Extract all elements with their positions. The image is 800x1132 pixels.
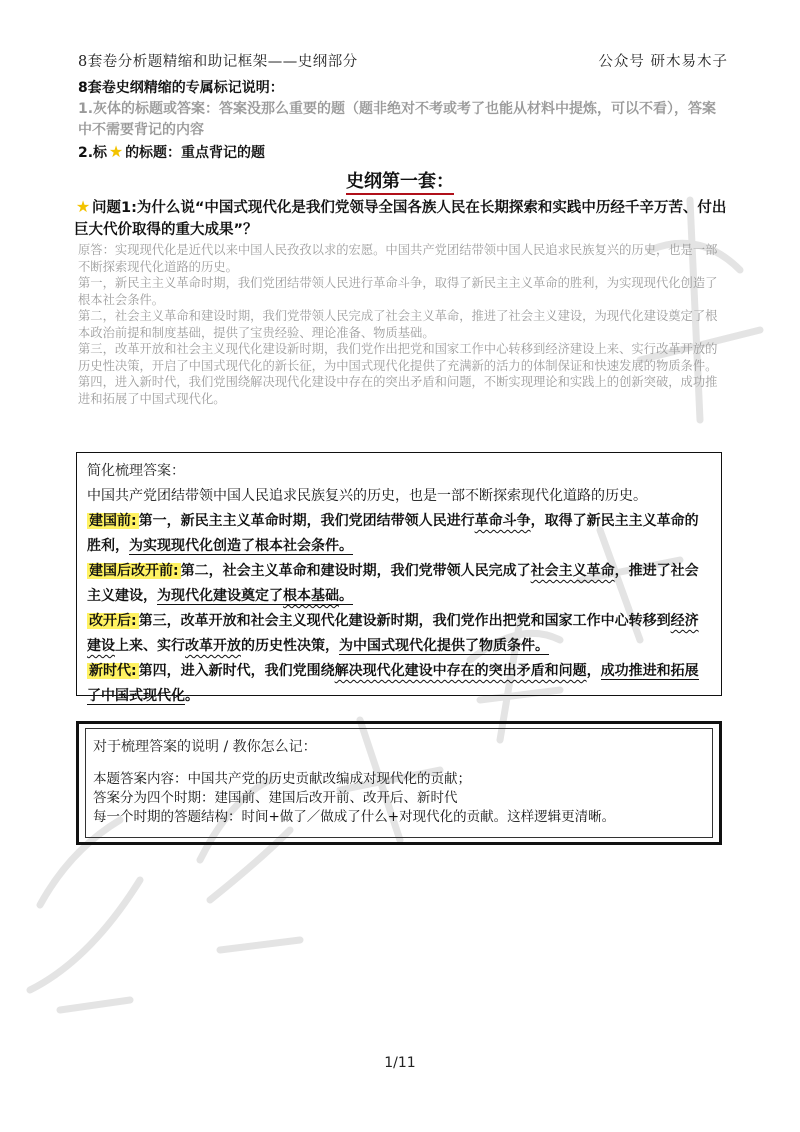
- star-icon: ★: [75, 197, 91, 216]
- question-text: 问题1:为什么说“中国式现代化是我们党领导全国各族人民在长期探索和实践中历经千辛万苦、付出巨大代价取得的重大成果”？: [74, 200, 727, 238]
- simplified-period-2: 建国后改开前: 第二，社会主义革命和建设时期，我们党带领人民完成了社会主义革命，推进了社会主义建设，为现代化建设奠定了根本基础。: [87, 563, 699, 604]
- simplified-intro: 中国共产党团结带领中国人民追求民族复兴的历史，也是一部不断探索现代化道路的历史。: [87, 488, 647, 504]
- marking-notes: [78, 78, 718, 164]
- page-number: 1/11: [384, 1055, 416, 1071]
- set-title: 史纲第一套：: [0, 167, 800, 193]
- simplified-period-3: 改开后: 第三，改革开放和社会主义现代化建设新时期，我们党作出把党和国家工作中心转移到经济建设上来、实行改革开放的历史性决策，为中国式现代化提供了物质条件。: [87, 613, 699, 654]
- explanation-line: 每一个时期的答题结构：时间+做了／做成了什么+对现代化的贡献。这样逻辑更清晰。: [93, 809, 616, 825]
- notes-item-2-prefix: 2.标: [78, 145, 108, 161]
- star-icon: ★: [108, 142, 124, 161]
- original-paragraph: 原答：实现现代化是近代以来中国人民孜孜以求的宏愿。中国共产党团结带领中国人民追求民族复兴的历史，也是一部不断探索现代化道路的历史。: [78, 243, 718, 274]
- notes-item-1: 1.灰体的标题或答案：答案没那么重要的题（题非绝对不考或考了也能从材料中提炼，可以不看），答案中不需要背记的内容: [78, 101, 717, 138]
- original-paragraph: 第三，改革开放和社会主义现代化建设新时期，我们党作出把党和国家工作中心转移到经济建设上来、实行改革开放的历史性决策，开启了中国式现代化的新长征，为中国式现代化提供了充满新的活力的体制保证和快速发展的物质条件。: [78, 342, 718, 373]
- explanation-line: 本题答案内容：中国共产党的历史贡献改编成对现代化的贡献；: [93, 771, 471, 787]
- original-answer: [78, 242, 728, 407]
- period-tag: 建国前:: [89, 513, 137, 529]
- page-header: [78, 50, 728, 74]
- explanation-caption: 对于梳理答案的说明 / 教你怎么记：: [93, 739, 317, 755]
- header-left: 8套卷分析题精缩和助记框架——史纲部分: [78, 54, 358, 70]
- question-1: [74, 196, 732, 241]
- original-paragraph: 第二，社会主义革命和建设时期，我们党带领人民完成了社会主义革命，推进了社会主义建设，为现代化建设奠定了根本政治前提和制度基础，提供了宝贵经验、理论准备、物质基础。: [78, 309, 718, 340]
- simplified-heading: 简化梳理答案：: [87, 463, 185, 479]
- notes-item-2: [78, 141, 718, 164]
- simplified-period-4: 新时代: 第四，进入新时代，我们党围绕解决现代化建设中存在的突出矛盾和问题，成功推进和拓展了中国式现代化。: [87, 663, 699, 704]
- period-tag: 改开后:: [89, 613, 137, 629]
- simplified-answer-box: [76, 452, 722, 704]
- explanation-box: [76, 721, 722, 845]
- period-tag: 建国后改开前:: [89, 563, 179, 579]
- original-paragraph: 第四，进入新时代，我们党围绕解决现代化建设中存在的突出矛盾和问题，不断实现理论和实践上的创新突破，成功推进和拓展了中国式现代化。: [78, 375, 718, 406]
- original-paragraph: 第一，新民主主义革命时期，我们党团结带领人民进行革命斗争，取得了新民主主义革命的胜利，为实现现代化创造了根本社会条件。: [78, 276, 718, 307]
- period-tag: 新时代:: [89, 663, 137, 679]
- notes-item-2-suffix: 的标题：重点背记的题: [125, 145, 266, 161]
- notes-title: 8套卷史纲精缩的专属标记说明：: [78, 80, 284, 96]
- explanation-line: 答案分为四个时期：建国前、建国后改开前、改开后、新时代: [93, 790, 458, 806]
- header-right: 公众号 研木易木子: [598, 54, 728, 70]
- simplified-period-1: 建国前: 第一，新民主主义革命时期，我们党团结带领人民进行革命斗争，取得了新民主主义革命的胜利，为实现现代化创造了根本社会条件。: [87, 513, 699, 554]
